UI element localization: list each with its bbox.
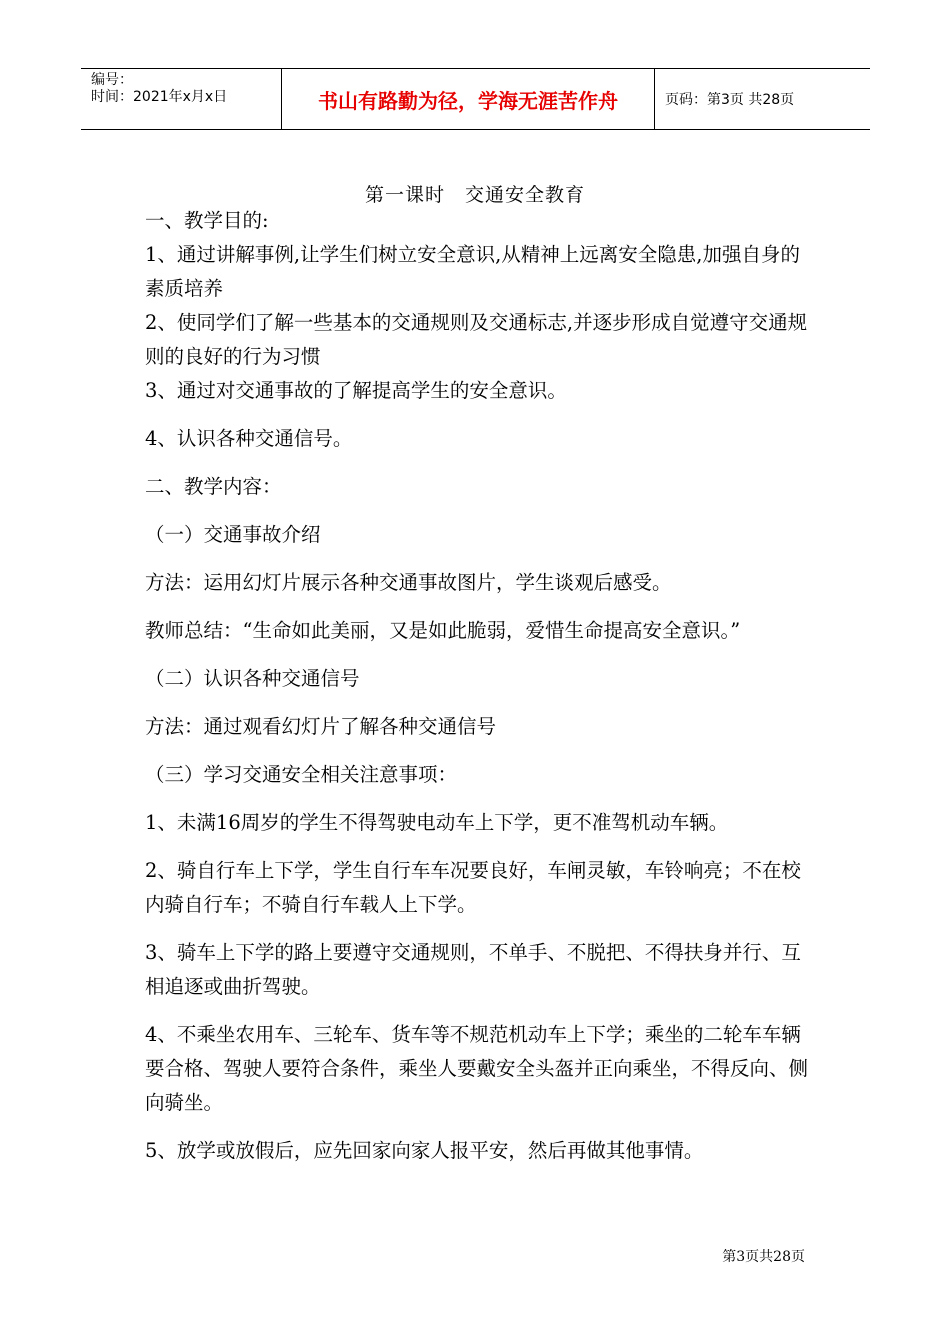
header-left-cell xyxy=(81,69,281,129)
document-body xyxy=(145,204,815,1168)
number-label: 编号： xyxy=(91,72,133,88)
header-page-info: 页码：第3页 共28页 xyxy=(665,92,795,108)
subsection-heading: （二）认识各种交通信号 xyxy=(145,667,360,690)
paragraph: 教师总结：“生命如此美丽，又是如此脆弱，爱惜生命提高安全意识。” xyxy=(145,619,741,642)
paragraph: 方法：通过观看幻灯片了解各种交通信号 xyxy=(145,715,497,738)
time-label: 时间：2021年x月x日 xyxy=(91,89,228,105)
header-table xyxy=(81,68,870,130)
paragraph: 方法：运用幻灯片展示各种交通事故图片，学生谈观后感受。 xyxy=(145,571,672,594)
page-footer: 第3页共28页 xyxy=(722,1249,805,1265)
paragraph: 3、骑车上下学的路上要遵守交通规则，不单手、不脱把、不得扶身并行、互相追逐或曲折驾驶。 xyxy=(145,941,801,998)
paragraph: 4、认识各种交通信号。 xyxy=(145,427,353,450)
page-title: 第一课时 交通安全教育 xyxy=(364,184,585,206)
paragraph: 3、通过对交通事故的了解提高学生的安全意识。 xyxy=(145,379,567,402)
header-slogan: 书山有路勤为径，学海无涯苦作舟 xyxy=(318,88,618,113)
paragraph: 5、放学或放假后，应先回家向家人报平安，然后再做其他事情。 xyxy=(145,1139,704,1162)
paragraph: 1、通过讲解事例,让学生们树立安全意识,从精神上远离安全隐患,加强自身的素质培养 xyxy=(145,243,801,300)
paragraph: 4、不乘坐农用车、三轮车、货车等不规范机动车上下学；乘坐的二轮车车辆要合格、驾驶人要符合条件，乘坐人要戴安全头盔并正向乘坐，不得反向、侧向骑坐。 xyxy=(145,1023,809,1114)
subsection-heading: （一）交通事故介绍 xyxy=(145,523,321,546)
paragraph: 1、未满16周岁的学生不得驾驶电动车上下学，更不准驾机动车辆。 xyxy=(145,811,729,834)
header-divider xyxy=(654,69,655,129)
paragraph: 2、骑自行车上下学，学生自行车车况要良好，车闸灵敏，车铃响亮；不在校内骑自行车；不骑自行车载人上下学。 xyxy=(145,859,801,916)
section-heading-objectives: 一、教学目的: xyxy=(145,209,269,232)
subsection-heading: （三）学习交通安全相关注意事项： xyxy=(145,763,458,786)
section-heading-content: 二、教学内容： xyxy=(145,475,282,498)
paragraph: 2、使同学们了解一些基本的交通规则及交通标志,并逐步形成自觉遵守交通规则的良好的行为习惯 xyxy=(145,311,808,368)
